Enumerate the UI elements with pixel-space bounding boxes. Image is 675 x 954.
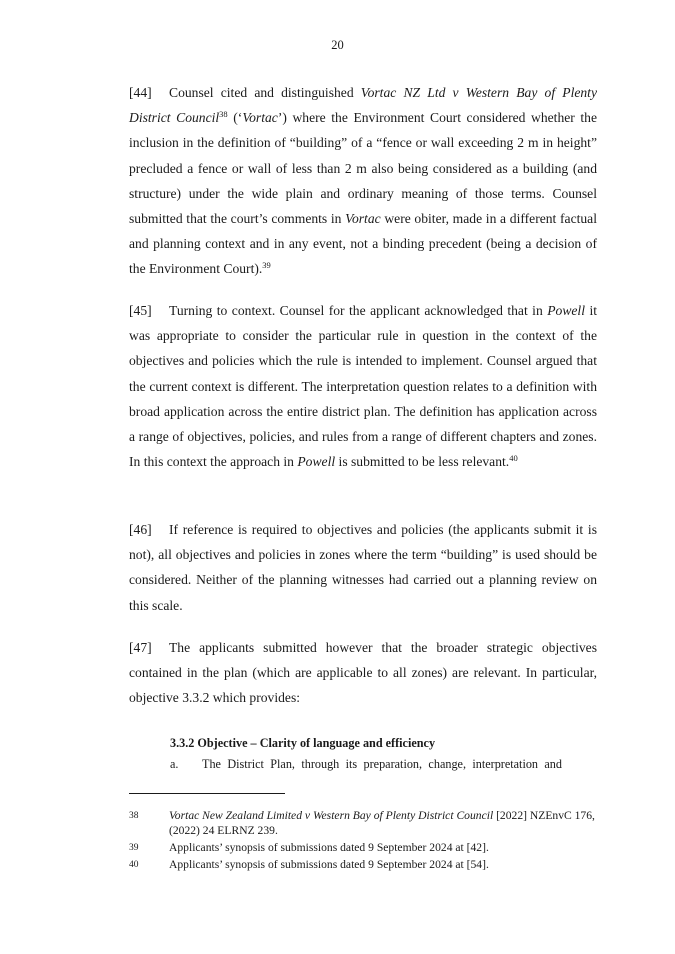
footnote-ref: 39 bbox=[262, 260, 271, 271]
footnote-ref: 40 bbox=[509, 453, 518, 464]
italic-text: Vortac bbox=[242, 110, 278, 126]
footnote-39 bbox=[129, 841, 597, 856]
italic-text: Vortac New Zealand Limited v Western Bay of Plenty District Council bbox=[169, 809, 494, 822]
text-run: Applicants’ synopsis of submissions dated 9 September 2024 at [54]. bbox=[169, 858, 489, 871]
paragraph-47 bbox=[129, 635, 597, 711]
italic-text: Powell bbox=[547, 303, 585, 318]
paragraph-number: [44] bbox=[129, 85, 152, 100]
italic-text: Powell bbox=[297, 454, 336, 470]
page-number: 20 bbox=[331, 38, 344, 52]
footnote-number: 39 bbox=[129, 843, 139, 853]
paragraph-body bbox=[129, 85, 597, 276]
footnote-separator bbox=[129, 793, 285, 794]
text-run: it was appropriate to consider the particular rule in question in the context of the objectives and policies which the rule is intended to implement. Counsel argued that the current context is different. The interpretation question relates to a definition with broad application across the entire district plan. The definition has application across a range of objectives, policies, and rules from a range of different chapters and zones. In this context the approach in bbox=[129, 303, 597, 470]
quoted-objective-item bbox=[170, 757, 562, 772]
paragraph-body bbox=[129, 522, 597, 613]
paragraph-44 bbox=[129, 80, 597, 282]
paragraph-number: [47] bbox=[129, 640, 152, 655]
footnote-number: 40 bbox=[129, 860, 139, 870]
quoted-objective-heading: 3.3.2 Objective – Clarity of language and efficiency bbox=[170, 736, 436, 750]
text-run: were obiter, made in a different factual and planning context and in any event, not a binding precedent (being a decision of the Environment Court). bbox=[129, 211, 597, 277]
footnote-40 bbox=[129, 858, 597, 873]
footnote-text bbox=[169, 858, 597, 873]
paragraph-number: [45] bbox=[129, 303, 152, 318]
text-run: Counsel cited and distinguished bbox=[169, 85, 361, 100]
footnote-number: 38 bbox=[129, 811, 139, 821]
footnote-text bbox=[169, 841, 597, 856]
italic-text: Vortac NZ Ltd v Western Bay of Plenty District Council bbox=[129, 85, 597, 126]
paragraph-body bbox=[129, 640, 597, 705]
text-run: ’) where the Environment Court considered whether the inclusion in the definition of “building” of a “fence or wall exceeding 2 m in height” precluded a fence or wall of less than 2 m also being considered as a building (and structure) under the wide plain and ordinary meaning of those terms. Counsel submitted that the court’s comments in bbox=[129, 110, 597, 227]
text-run: The applicants submitted however that the broader strategic objectives contained in the plan (which are applicable to all zones) are relevant. In particular, objective 3.3.2 which provides: bbox=[129, 640, 597, 706]
paragraph-number: [46] bbox=[129, 522, 152, 537]
footnote-text bbox=[169, 809, 597, 838]
text-run: (‘ bbox=[227, 110, 243, 126]
footnote-38 bbox=[129, 809, 597, 838]
text-run: is submitted to be less relevant. bbox=[335, 454, 510, 470]
paragraph-body bbox=[129, 303, 597, 469]
text-run: [2022] NZEnvC 176, (2022) 24 ELRNZ 239. bbox=[169, 809, 595, 837]
italic-text: Vortac bbox=[345, 211, 381, 227]
quoted-item-text: The District Plan, through its preparation, change, interpretation and bbox=[202, 757, 562, 771]
text-run: Applicants’ synopsis of submissions dated 9 September 2024 at [42]. bbox=[169, 841, 489, 854]
footnote-ref: 38 bbox=[219, 109, 228, 120]
paragraph-46 bbox=[129, 517, 597, 618]
text-run: If reference is required to objectives and policies (the applicants submit it is not), all objectives and policies in zones where the term “building” is used should be considered. Neither of the planning witnesses had carried out a planning review on this scale. bbox=[129, 522, 597, 613]
quoted-item-letter: a. bbox=[170, 757, 179, 771]
paragraph-45 bbox=[129, 298, 597, 474]
text-run: Turning to context. Counsel for the applicant acknowledged that in bbox=[169, 303, 548, 318]
